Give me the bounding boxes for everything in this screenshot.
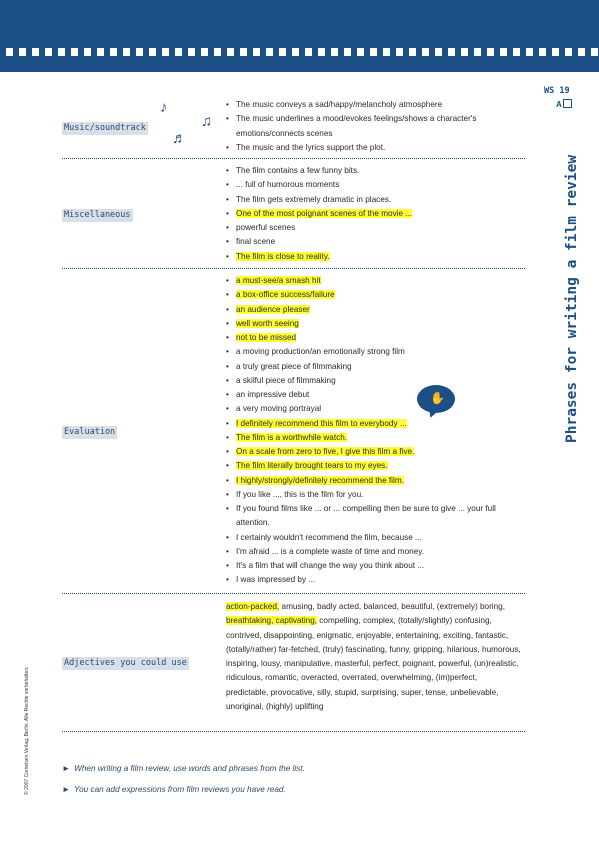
evaluation-phrase-list	[226, 274, 526, 588]
section-label-adjectives: Adjectives you could use	[64, 658, 187, 668]
highlighted-phrase: The film literally brought tears to my eyes.	[236, 461, 388, 471]
instruction-text: When writing a film review, use words and phrases from the list.	[74, 764, 305, 773]
section-divider	[62, 593, 525, 594]
highlighted-phrase: The film is a worthwhile watch.	[236, 432, 348, 442]
list-item	[226, 431, 526, 445]
list-item: • If you found films like ... or ... compelling then be sure to give ... your full attention.	[226, 502, 526, 531]
hand-icon: ✋	[430, 391, 445, 405]
adjective-text: compelling, complex, (totally/slightly) confusing, contrived, disappointing, enigmatic, enjoyable, entertaining, exciting, fantastic, (totally/rather) far-fetched, (truly) fascinating, funny, gripping, hilarious, humorous, inspiring, lousy, manipulative, masterful, perfect, poignant, powerful, (un)realistic, ridiculous, romantic, overacted, overrated, overwhelming, (im)perfect, predictable, provocative, silly, stupid, surprising, super, tense, unbelievable, unoriginal, (highly) uplifting	[226, 616, 521, 711]
highlighted-phrase: not to be missed	[236, 333, 297, 342]
list-item	[226, 474, 526, 488]
section-label-misc: Miscellaneous	[64, 210, 131, 220]
list-item	[226, 274, 526, 288]
list-item	[226, 250, 526, 264]
music-beamed-icon: ♬	[172, 130, 187, 147]
highlighted-phrase: well worth seeing	[236, 318, 299, 328]
list-item: • final scene	[226, 235, 526, 249]
list-item: • a skilful piece of filmmaking	[226, 374, 526, 388]
music-note-icon: ♪	[160, 99, 168, 116]
music-phrase-list	[226, 98, 526, 155]
worksheet-code	[556, 99, 572, 109]
list-item: • The film gets extremely dramatic in places.	[226, 193, 526, 207]
list-item	[226, 331, 526, 345]
list-item: • I was impressed by ...	[226, 573, 526, 587]
highlighted-phrase: an audience pleaser	[236, 304, 310, 314]
copy-icon	[563, 99, 572, 108]
adjectives-paragraph	[226, 600, 521, 714]
section-divider	[62, 158, 525, 159]
list-item: • The music conveys a sad/happy/melancholy atmosphere	[226, 98, 526, 112]
misc-phrase-list	[226, 164, 526, 264]
list-item	[226, 317, 526, 331]
highlighted-phrase: a must-see/a smash hit	[236, 276, 321, 285]
highlighted-adjective: action-packed,	[226, 602, 280, 611]
list-item	[226, 417, 526, 431]
highlighted-phrase: I highly/strongly/definitely recommend the film.	[236, 475, 404, 485]
list-item: • If you like ..., this is the film for you.	[226, 488, 526, 502]
section-label-music: Music/soundtrack	[64, 123, 146, 133]
highlighted-adjective: breathtaking, captivating,	[226, 616, 318, 626]
list-item	[226, 459, 526, 473]
adjective-text: amusing, badly acted, balanced, beautiful, (extremely) boring,	[279, 602, 506, 611]
instruction-note	[62, 764, 305, 773]
list-item	[226, 207, 526, 221]
list-item: • a truly great piece of filmmaking	[226, 360, 526, 374]
page-title: Phrases for writing a film review	[564, 154, 580, 443]
highlighted-phrase: One of the most poignant scenes of the movie ...	[236, 208, 413, 218]
list-item: • powerful scenes	[226, 221, 526, 235]
copyright-notice: © 2007 Cornelsen Verlag, Berlin. Alle Rechte vorbehalten.	[24, 666, 30, 795]
list-item	[226, 445, 526, 459]
section-divider	[62, 268, 525, 269]
instruction-text: You can add expressions from film reviews you have read.	[74, 785, 286, 794]
arrow-icon: ►	[62, 764, 71, 773]
list-item: • It's a film that will change the way you think about ...	[226, 559, 526, 573]
list-item: • The music and the lyrics support the plot.	[226, 141, 526, 155]
list-item: • The music underlines a mood/evokes feelings/shows a character's emotions/connects scenes	[226, 112, 526, 141]
list-item: • an impressive debut	[226, 388, 526, 402]
highlighted-phrase: I definitely recommend this film to everybody ...	[236, 418, 407, 428]
highlighted-phrase: a box-office success/failure	[236, 290, 335, 300]
film-strip-decoration	[0, 48, 599, 56]
list-item: • a moving production/an emotionally strong film	[226, 345, 526, 359]
worksheet-number: WS 19	[544, 86, 570, 96]
list-item	[226, 288, 526, 302]
section-divider	[62, 731, 525, 732]
list-item: • The film contains a few funny bits.	[226, 164, 526, 178]
highlighted-phrase: The film is close to reality.	[236, 251, 330, 261]
music-notes-icon: ♫	[201, 113, 213, 130]
instruction-note	[62, 785, 286, 794]
highlighted-phrase: On a scale from zero to five, I give this film a five.	[236, 447, 415, 456]
worksheet-code-letter: A	[556, 100, 562, 109]
list-item	[226, 303, 526, 317]
list-item: • a very moving portrayal	[226, 402, 526, 416]
arrow-icon: ►	[62, 785, 71, 794]
list-item: • ... full of humorous moments	[226, 178, 526, 192]
list-item: • I'm afraid ... is a complete waste of time and money.	[226, 545, 526, 559]
section-label-evaluation: Evaluation	[64, 427, 116, 437]
list-item: • I certainly wouldn't recommend the film, because ...	[226, 531, 526, 545]
header-bar	[0, 0, 599, 72]
